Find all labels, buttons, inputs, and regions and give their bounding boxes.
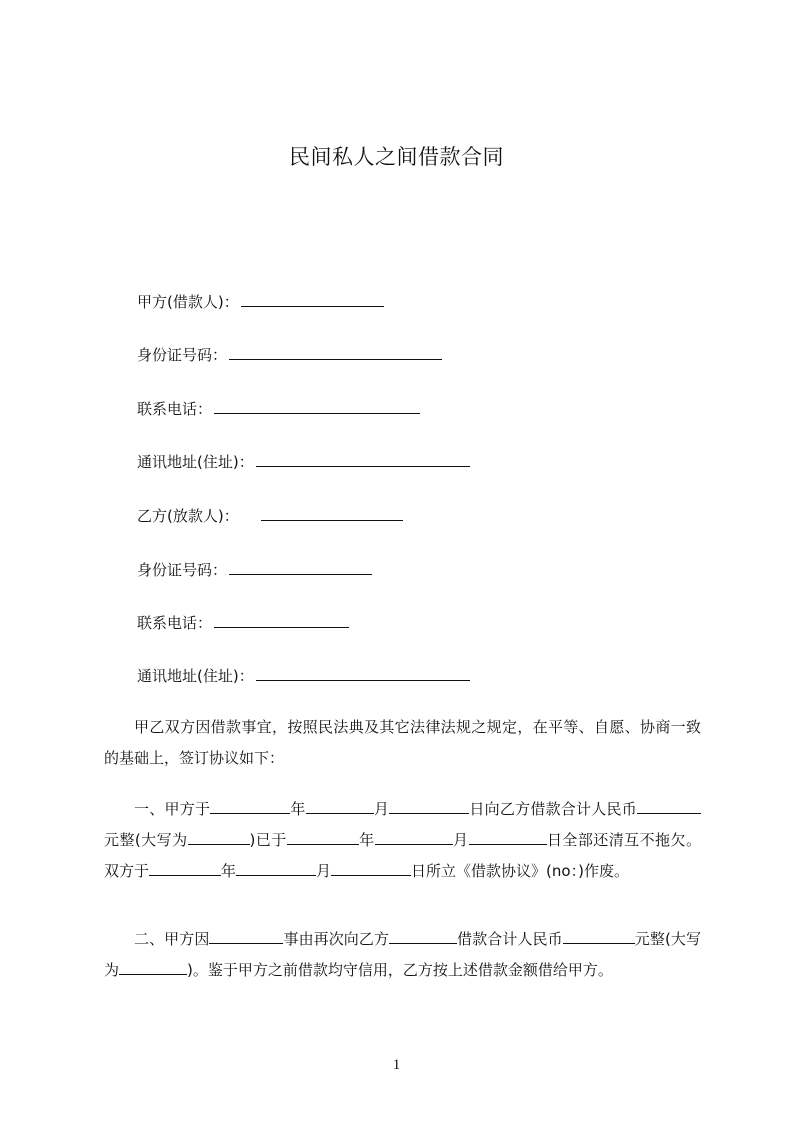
party-b-address-blank xyxy=(256,665,470,681)
party-b-id-field xyxy=(137,559,372,580)
blank-line xyxy=(188,829,250,845)
party-a-name-field xyxy=(137,291,384,312)
party-b-address-field xyxy=(137,665,470,686)
party-a-id-blank xyxy=(229,344,442,360)
clause-1-text: 月 xyxy=(373,800,390,818)
clause-2-text: )。鉴于甲方之前借款均守信用，乙方按上述借款金额借给甲方。 xyxy=(187,961,613,979)
clause-1-text: )已于 xyxy=(249,831,287,849)
blank-line xyxy=(210,798,290,814)
party-b-address-label: 通讯地址(住址)： xyxy=(137,667,254,685)
clause-1-paragraph xyxy=(104,794,701,887)
page-number: 1 xyxy=(392,1057,401,1073)
party-a-id-field xyxy=(137,344,442,365)
clause-2-text: 元整(大写为 xyxy=(104,930,701,979)
party-b-id-label: 身份证号码： xyxy=(137,561,228,579)
clause-2-text: 借款合计人民币 xyxy=(457,930,563,948)
party-a-address-blank xyxy=(256,451,470,467)
clause-1-text: 日全部还清互不拖欠。双方于 xyxy=(104,831,701,880)
clause-1-text: 元整(大写为 xyxy=(104,831,188,849)
party-a-label: 甲方(借款人)： xyxy=(137,293,239,311)
party-b-id-blank xyxy=(229,559,372,575)
blank-line xyxy=(149,860,221,876)
party-a-id-label: 身份证号码： xyxy=(137,346,228,364)
intro-paragraph: 甲乙双方因借款事宜，按照民法典及其它法律法规之规定，在平等、自愿、协商一致的基础上，签订协议如下： xyxy=(104,718,701,767)
blank-line xyxy=(209,928,283,944)
clause-1-text: 月 xyxy=(316,862,332,880)
blank-line xyxy=(287,829,359,845)
clause-2-paragraph xyxy=(104,924,701,986)
party-b-label: 乙方(放款人)： xyxy=(137,507,239,525)
blank-line xyxy=(236,860,316,876)
party-b-phone-blank xyxy=(214,612,349,628)
blank-line xyxy=(331,860,411,876)
blank-line xyxy=(375,829,453,845)
document-title: 民间私人之间借款合同 xyxy=(289,145,504,169)
clause-1-text: 年 xyxy=(358,831,375,849)
blank-line xyxy=(563,928,635,944)
blank-line xyxy=(469,829,547,845)
clause-1-text: 日向乙方借款合计人民币 xyxy=(469,800,637,818)
party-b-name-field xyxy=(137,505,403,526)
party-b-name-blank xyxy=(261,505,403,521)
party-a-phone-label: 联系电话： xyxy=(137,400,213,418)
blank-line xyxy=(389,928,457,944)
clause-2-text: 二、甲方因 xyxy=(134,930,210,948)
clause-2-text: 事由再次向乙方 xyxy=(283,930,390,948)
clause-1-text: )作废。 xyxy=(578,862,629,880)
clause-1-text: 年 xyxy=(290,800,306,818)
party-a-phone-blank xyxy=(214,398,420,414)
clause-1-text: 日所立《借款协议》(no： xyxy=(411,862,579,880)
clause-1-text: 年 xyxy=(221,862,237,880)
party-b-phone-label: 联系电话： xyxy=(137,614,213,632)
blank-line xyxy=(306,798,374,814)
blank-line xyxy=(119,959,187,975)
blank-line xyxy=(389,798,469,814)
clause-1-text: 月 xyxy=(452,831,469,849)
clause-1-text: 一、甲方于 xyxy=(134,800,211,818)
party-a-phone-field xyxy=(137,398,420,419)
blank-line xyxy=(637,798,701,814)
party-a-address-field xyxy=(137,451,470,472)
party-a-address-label: 通讯地址(住址)： xyxy=(137,453,254,471)
party-a-name-blank xyxy=(241,291,384,307)
party-b-phone-field xyxy=(137,612,349,633)
